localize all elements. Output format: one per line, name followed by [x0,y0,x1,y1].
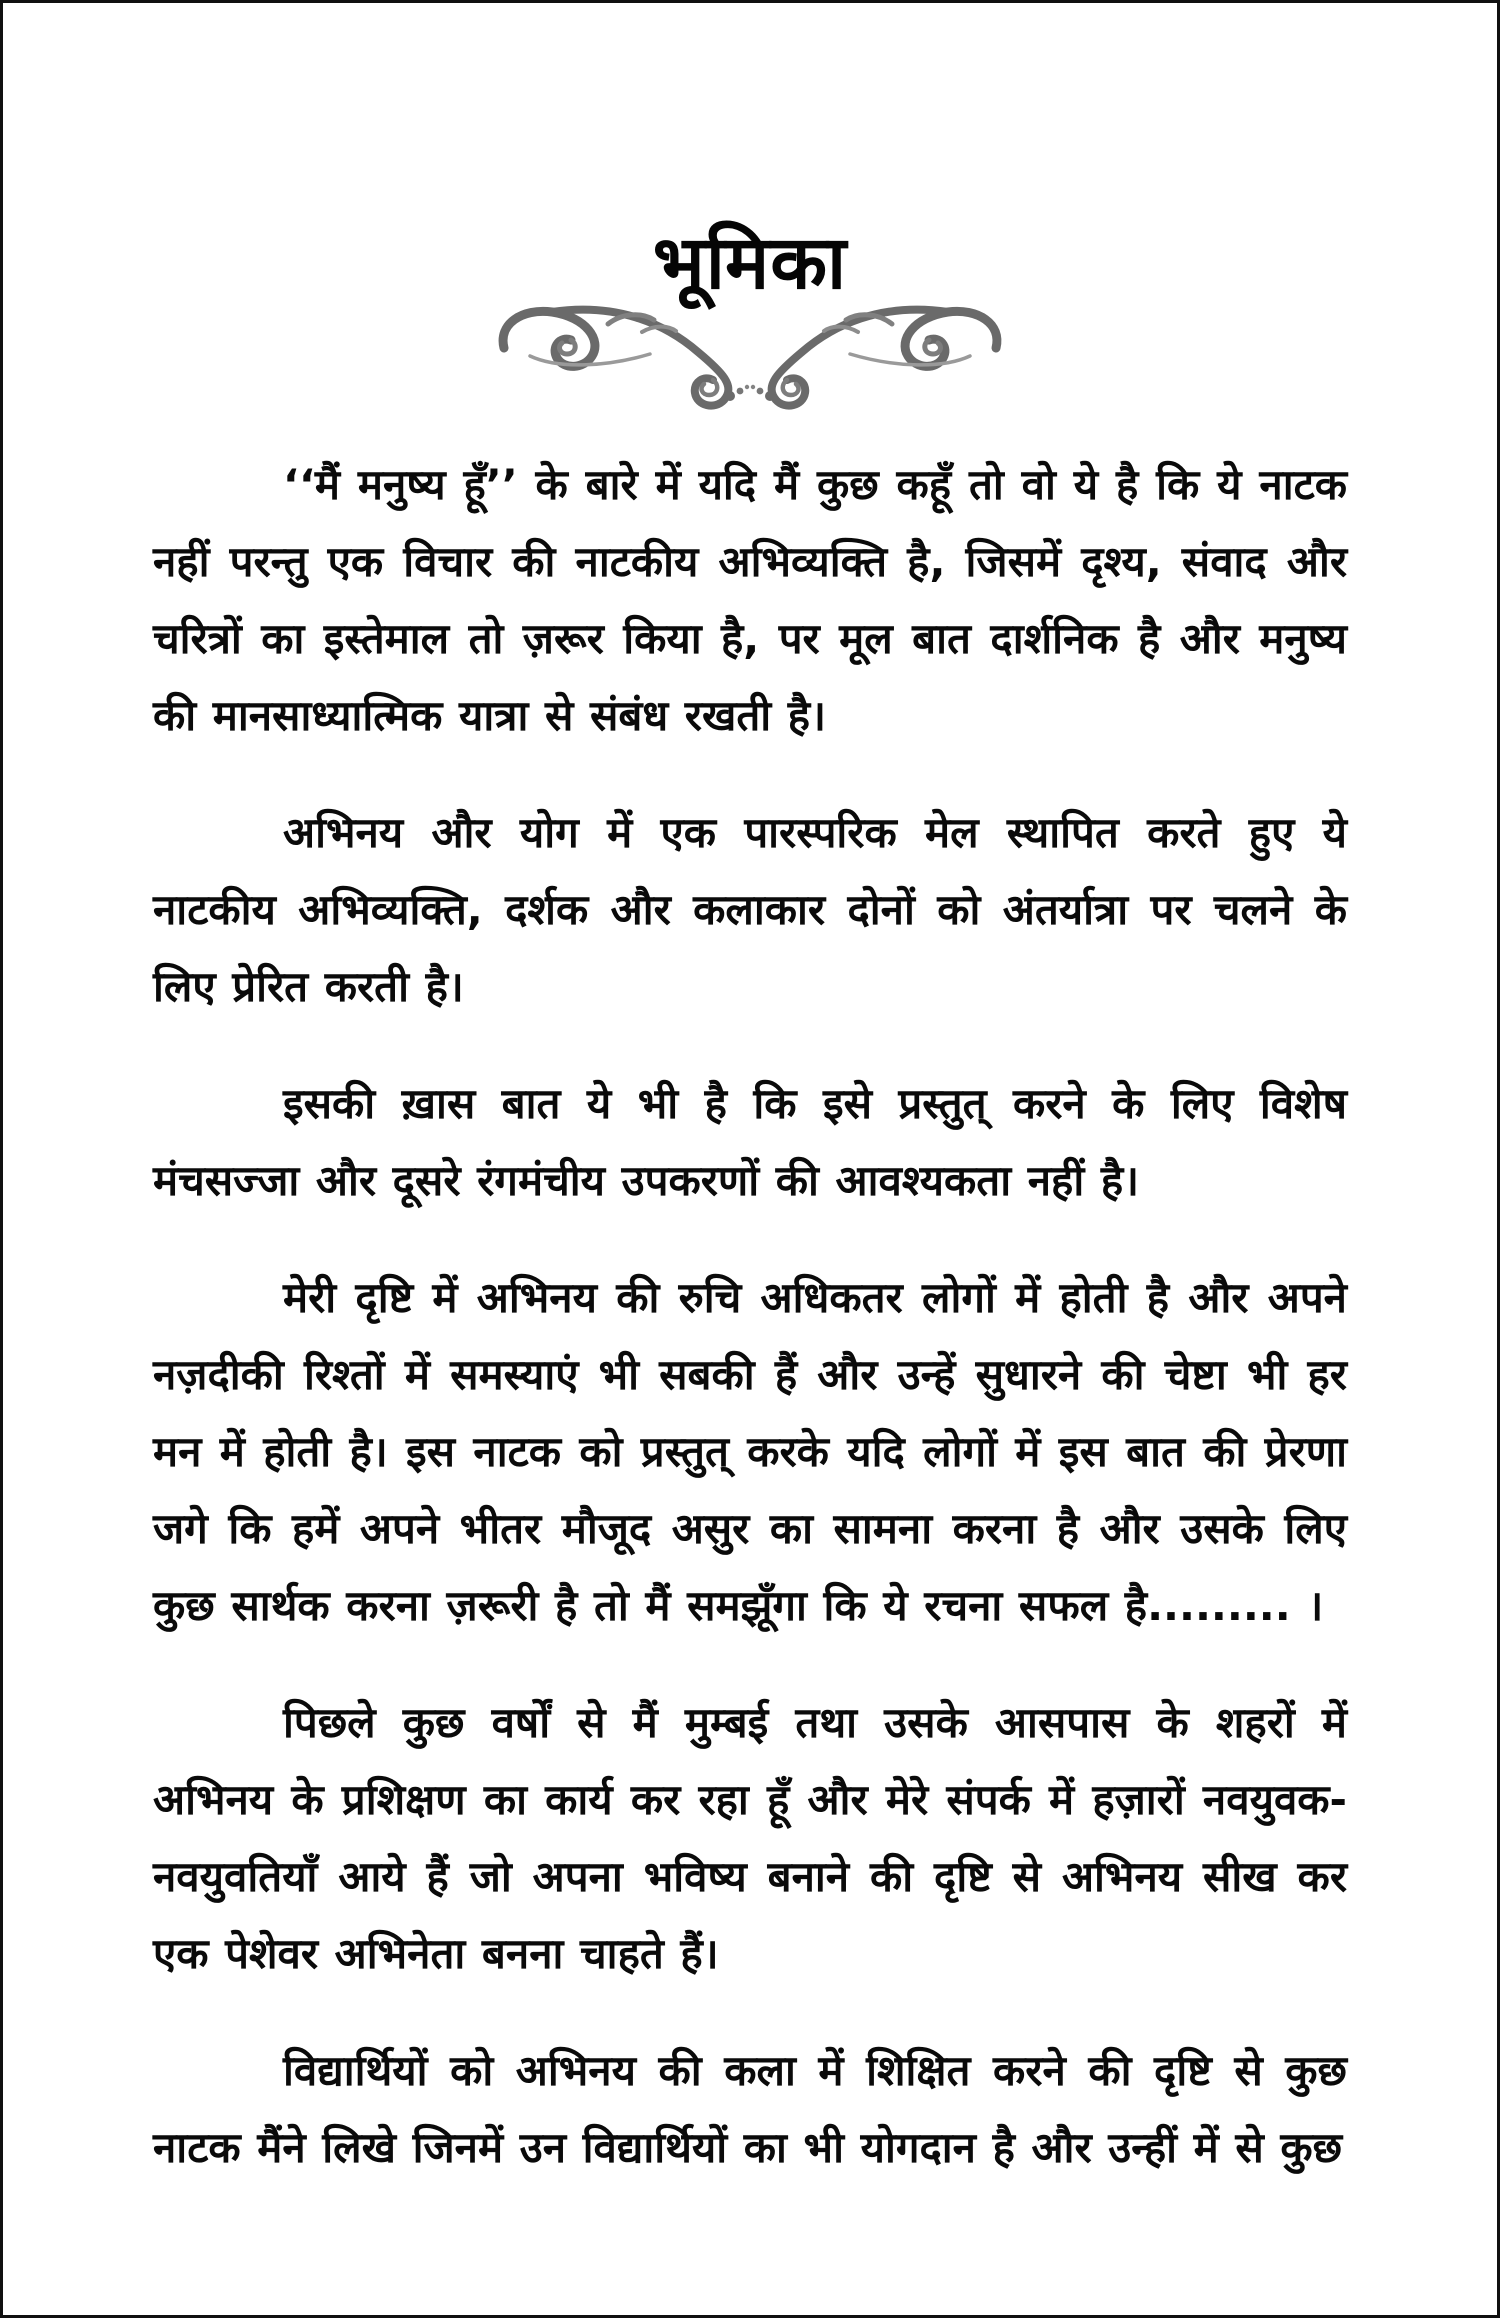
paragraph: मेरी दृष्टि में अभिनय की रुचि अधिकतर लोगों में होती है और अपने नज़दीकी रिश्तों में समस्याएं भी सबकी हैं और उन्हें सुधारने की चेष्टा भी हर मन में होती है। इस नाटक को प्रस्तुत् करके यदि लोगों में इस बात की प्रेरणा जगे कि हमें अपने भीतर मौजूद असुर का सामना करना है और उसके लिए कुछ सार्थक करना ज़रूरी है तो मैं समझूँगा कि ये रचना सफल है......... । [153,1273,1347,1631]
flourish-divider-icon [490,298,1010,418]
paragraph: विद्यार्थियों को अभिनय की कला में शिक्षित करने की दृष्टि से कुछ नाटक मैंने लिखे जिनमें उन विद्यार्थियों का भी योगदान है और उन्हीं में से कुछ [153,2046,1347,2173]
ornament-container [3,298,1497,418]
paragraph: ‘‘मैं मनुष्य हूँ’’ के बारे में यदि मैं कुछ कहूँ तो वो ये है कि ये नाटक नहीं परन्तु एक विचार की नाटकीय अभिव्यक्ति है, जिसमें दृश्य, संवाद और चरित्रों का इस्तेमाल तो ज़रूर किया है, पर मूल बात दार्शनिक है और मनुष्य की मानसाध्यात्मिक यात्रा से संबंध रखती है। [153,460,1347,741]
paragraph: इसकी ख़ास बात ये भी है कि इसे प्रस्तुत् करने के लिए विशेष मंचसज्जा और दूसरे रंगमंचीय उपकरणों की आवश्यकता नहीं है। [153,1079,1347,1206]
paragraph: अभिनय और योग में एक पारस्परिक मेल स्थापित करते हुए ये नाटकीय अभिव्यक्ति, दर्शक और कलाकार दोनों को अंतर्यात्रा पर चलने के लिए प्रेरित करती है। [153,808,1347,1012]
paragraph: पिछले कुछ वर्षों से मैं मुम्बई तथा उसके आसपास के शहरों में अभिनय के प्रशिक्षण का कार्य कर रहा हूँ और मेरे संपर्क में हज़ारों नवयुवक-नवयुवतियाँ आये हैं जो अपना भविष्य बनाने की दृष्टि से अभिनय सीख कर एक पेशेवर अभिनेता बनना चाहते हैं। [153,1698,1347,1979]
preface-body [153,446,1347,2186]
page-title: भूमिका [652,220,848,306]
